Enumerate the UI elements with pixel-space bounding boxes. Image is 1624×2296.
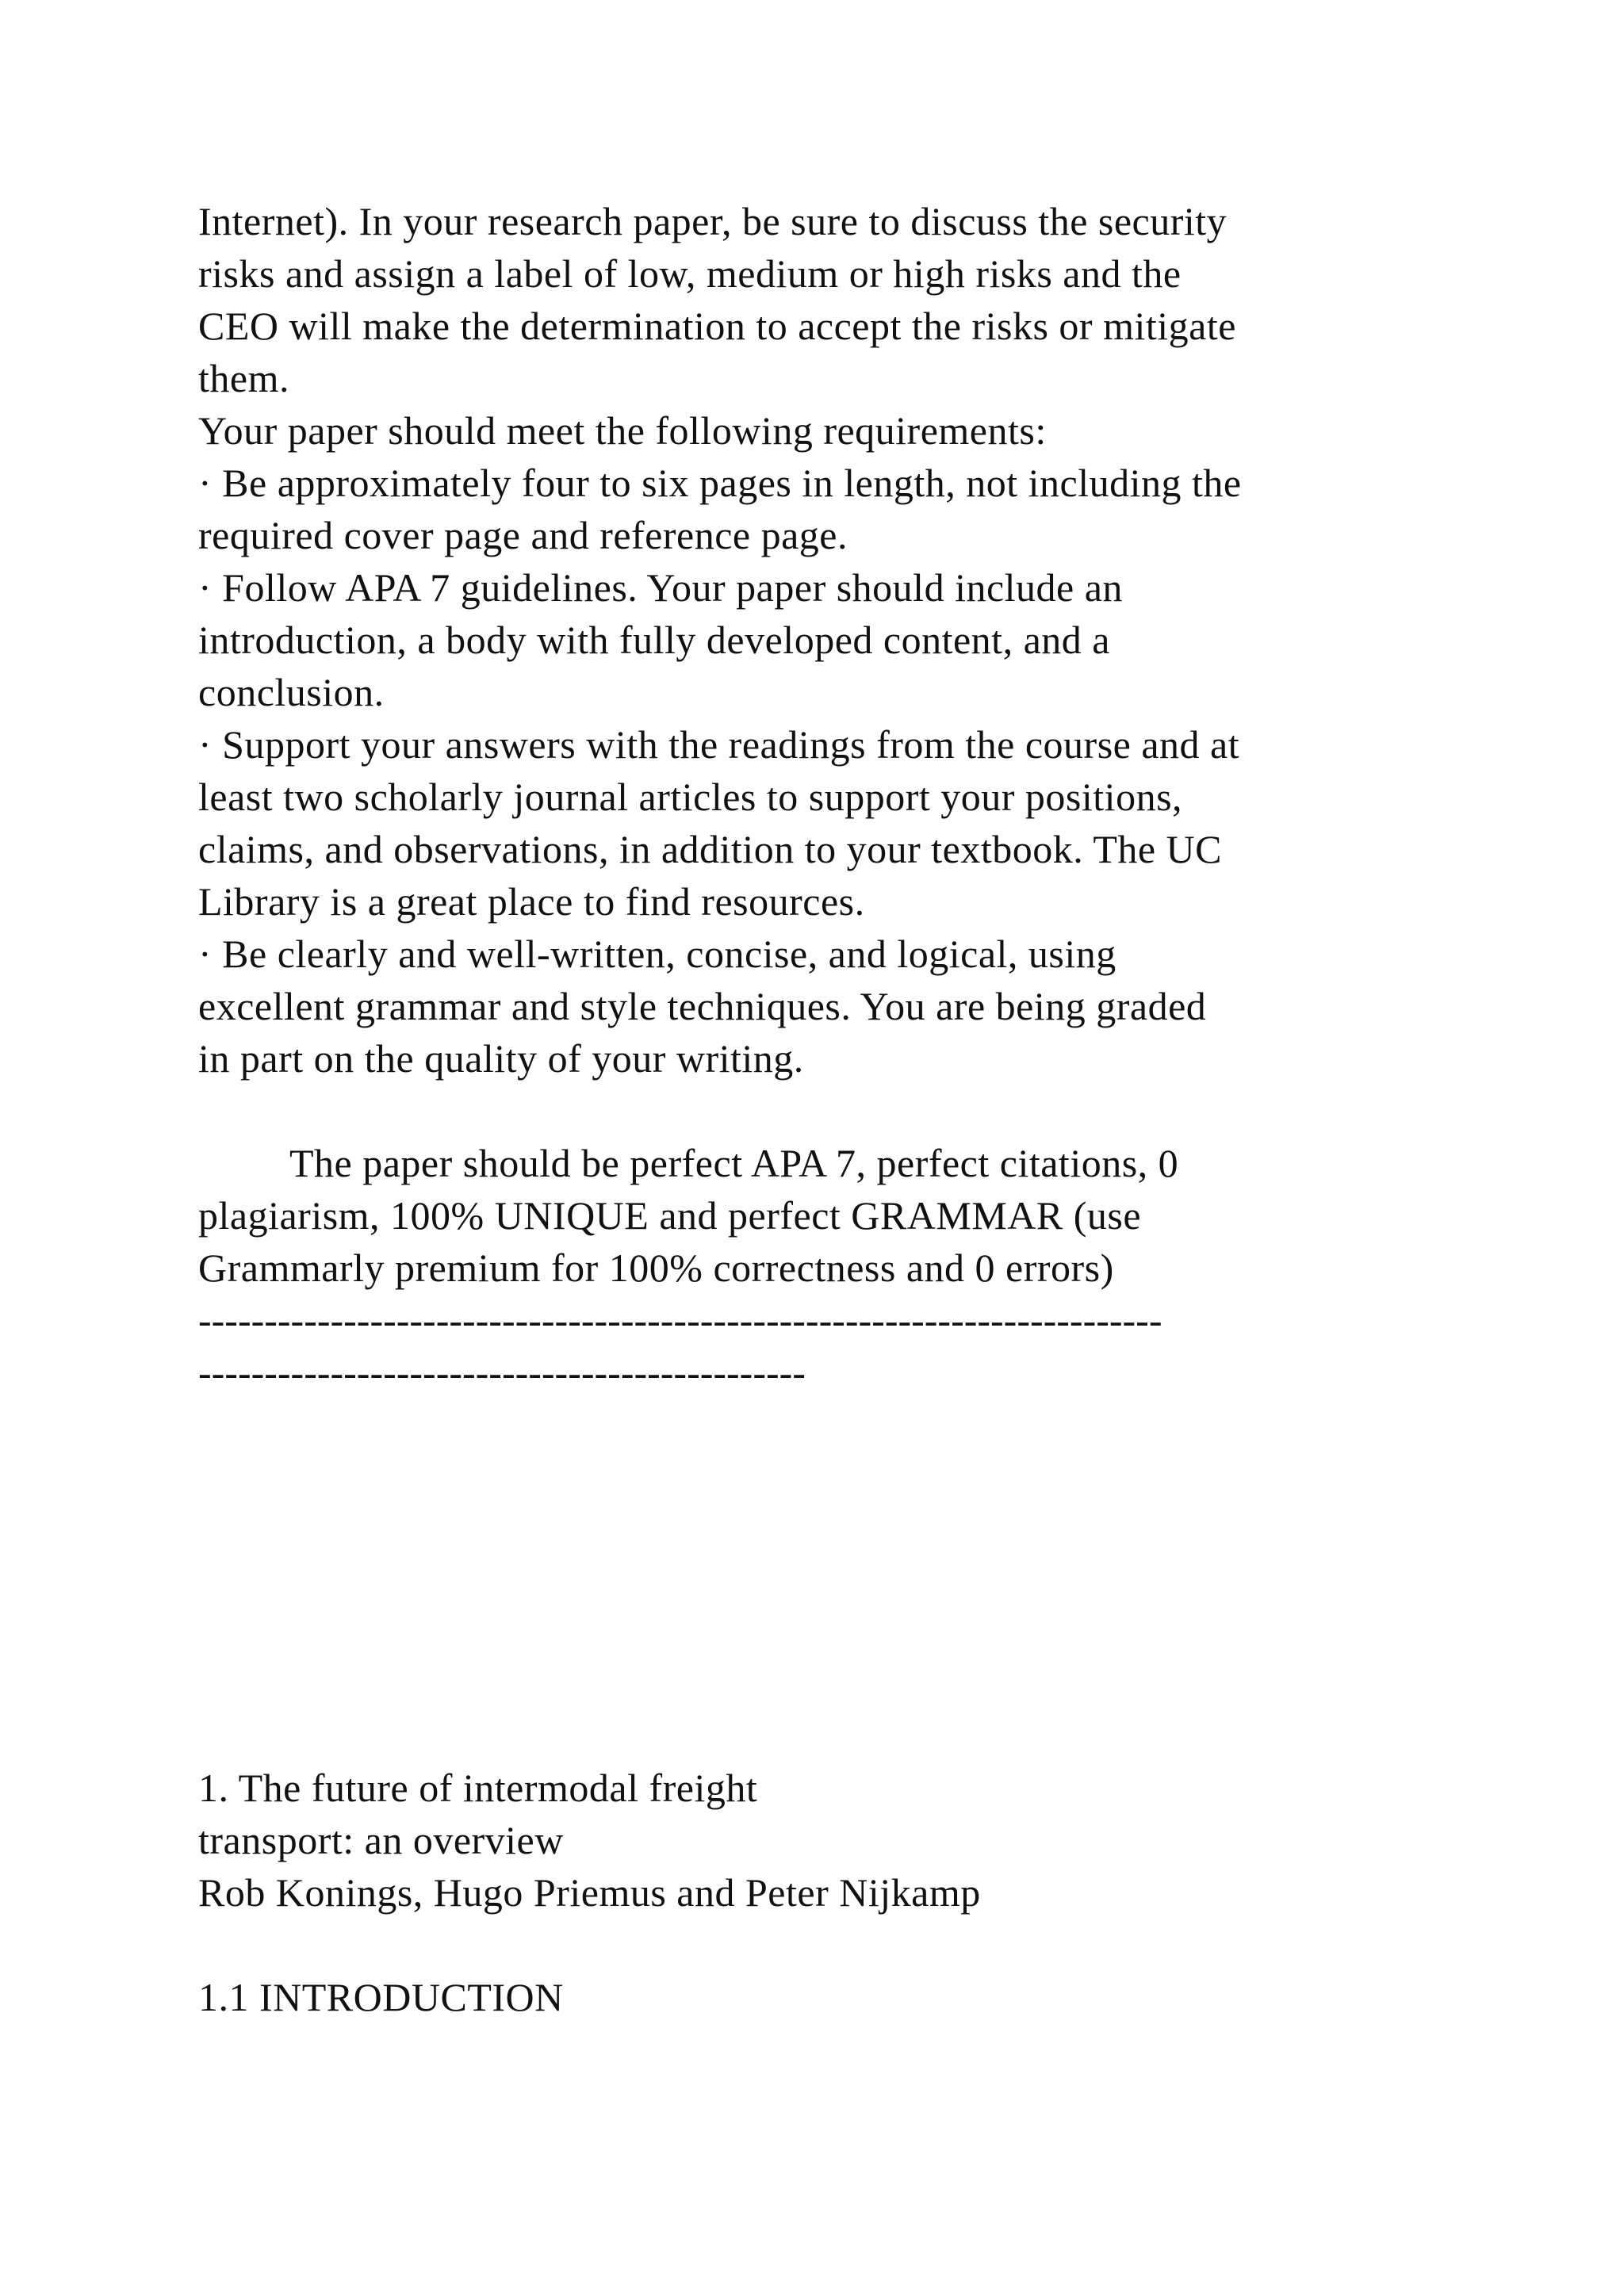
bullet-line: · Be clearly and well-written, concise, and logical, using [198, 932, 1116, 976]
bullet-line: introduction, a body with fully developed content, and a [198, 618, 1110, 662]
paragraph-line: Internet). In your research paper, be sure to discuss the security [198, 199, 1228, 243]
paragraph-line: risks and assign a label of low, medium or high risks and the [198, 251, 1182, 296]
requirements-heading: Your paper should meet the following requirements: [198, 408, 1047, 453]
chapter-authors: Rob Konings, Hugo Priemus and Peter Nijkamp [198, 1870, 981, 1915]
bullet-line: · Support your answers with the readings from the course and at [198, 722, 1240, 767]
bullet-line: claims, and observations, in addition to your textbook. The UC [198, 827, 1223, 871]
bullet-line: Library is a great place to find resources. [198, 879, 865, 924]
bullet-line: conclusion. [198, 670, 385, 714]
note-line: The paper should be perfect APA 7, perfect citations, 0 [289, 1141, 1179, 1185]
note-line: Grammarly premium for 100% correctness and 0 errors) [198, 1246, 1114, 1290]
dashed-separator: ------------------------------------------------------------------------- [198, 1298, 1162, 1342]
section-heading: 1.1 INTRODUCTION [198, 1975, 564, 2019]
bullet-line: excellent grammar and style techniques. You are being graded [198, 984, 1207, 1028]
dashed-separator: ---------------------------------------------- [198, 1350, 806, 1395]
bullet-line: least two scholarly journal articles to support your positions, [198, 775, 1183, 819]
bullet-line: in part on the quality of your writing. [198, 1036, 804, 1081]
paragraph-line: them. [198, 356, 289, 400]
note-line: plagiarism, 100% UNIQUE and perfect GRAMMAR (use [198, 1193, 1142, 1238]
chapter-title: 1. The future of intermodal freight [198, 1766, 758, 1810]
chapter-title: transport: an overview [198, 1818, 564, 1862]
paragraph-line: CEO will make the determination to accept the risks or mitigate [198, 304, 1236, 348]
bullet-line: · Follow APA 7 guidelines. Your paper should include an [198, 565, 1123, 610]
bullet-line: required cover page and reference page. [198, 513, 848, 557]
bullet-line: · Be approximately four to six pages in length, not including the [198, 461, 1242, 505]
